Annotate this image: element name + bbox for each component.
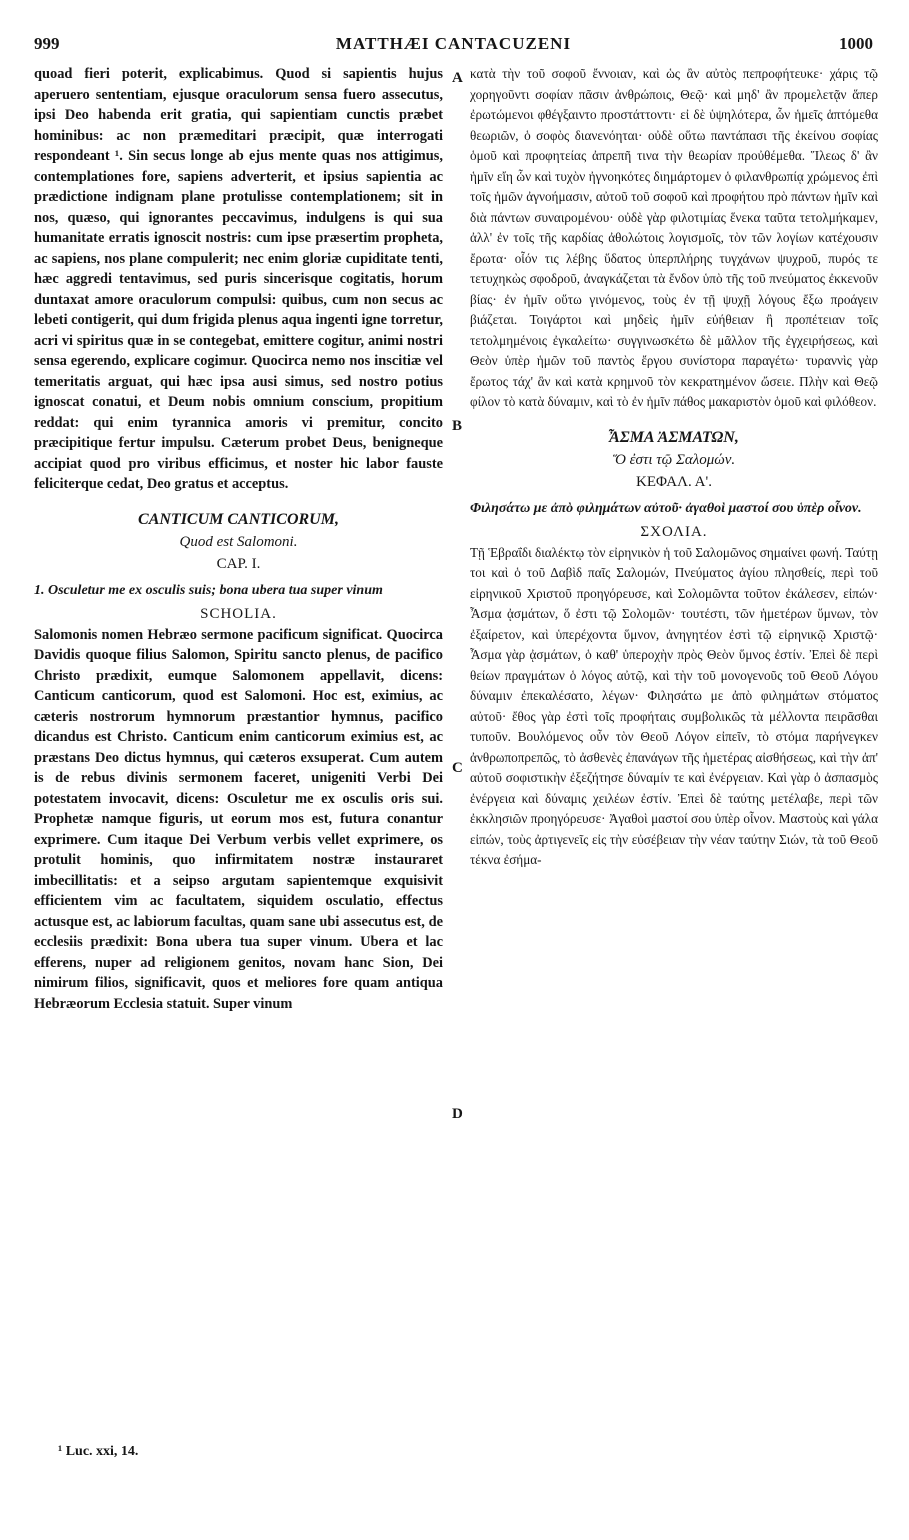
greek-scholia-heading: ΣΧΟΛΙΑ. (640, 523, 708, 540)
page-number-right: 1000 (839, 34, 873, 53)
latin-intro-paragraph: quoad fieri poterit, explicabimus. Quod si sapientis hujus aperuero sententiam, ejusque oraculorum sensa fuero assecutus, ipsi Deo habenda erit gratia, qui sapientiam cunctis præbet hominibus: ac non præmeditari præcipit, quæ interrogati respondeant ¹. Sin secus longe ab ejus mente quas nos attigimus, contemplationes fore, sapiens adverterit, et ipsius sapientia ac prædictione indignam plane protulisse contemplationem; sit in nos, quæso, qui ignorantes peccavimus, indulgens is qui sua humanitate erratis ignoscit nostris: cum ipse præsertim propheta, ac sapiens, nos plane compulerit; nec enim gloriæ cupiditate tenti, hæc aggredi tentavimus, sed puris sincerisque cogitatis, horum duntaxat amore oraculorum compulsi: quibus, cum non secus ac lebeti contigerit, qui dum frigida plenus aqua ingenti igne torretur, acri vi spiritus quæ in se contegebat, emittere cogitur, animi nostri sensa egerendo, explicare cogimur. Quocirca nemo nos inscitiæ vel temeritatis arguat, qui hæc ipsa ausi simus, sed nostro potius ignoscat conatui, et Deum nobis omnium conscium, propitium reddat: qui enim tyrannica amoris vi premitur, concito præcipitique fertur impulsu. Cæterum probet Deus, benigneque accipiat quod pro viribus efficimus, et noster hic labor fauste feliciterque cedat, Deo gratus et acceptus. (34, 66, 443, 492)
margin-marker-b: B (452, 418, 463, 434)
page-number-left: 999 (34, 34, 60, 53)
footnote: ¹ Luc. xxi, 14. (58, 1444, 139, 1459)
page-header (34, 34, 873, 58)
greek-column (470, 64, 878, 871)
margin-marker-d: D (452, 1106, 463, 1122)
latin-scholia-heading: SCHOLIA. (200, 605, 277, 622)
latin-column (34, 64, 443, 1014)
greek-book-subtitle: Ὅ ἐστι τῷ Σαλομών. (612, 451, 736, 468)
latin-verse: 1. Osculetur me ex osculis suis; bona ubera tua super vinum (34, 582, 383, 598)
greek-chapter-heading: ΚΕΦΑΛ. Α'. (636, 473, 712, 490)
greek-verse: Φιλησάτω με ἀπὸ φιλημάτων αὐτοῦ· ἀγαθοὶ μαστοί σου ὑπὲρ οἶνον. (470, 500, 862, 516)
running-title: MATTHÆI CANTACUZENI (335, 34, 572, 53)
latin-book-title: CANTICUM CANTICORUM, (138, 510, 339, 528)
latin-chapter-heading: CAP. I. (216, 555, 261, 572)
greek-book-title: ἎΣΜΑ ἈΣΜΑΤΩΝ, (609, 428, 739, 446)
greek-scholia-paragraph: Τῇ Ἑβραΐδι διαλέκτῳ τὸν εἰρηνικὸν ἡ τοῦ Σαλομῶνος σημαίνει φωνή. Ταύτῃ τοι καὶ ὁ τοῦ Δαβὶδ παῖς Σαλομών, Πνεύματος ἁγίου πλησθείς, περὶ τοῦ εἰρηνικοῦ Χριστοῦ προηγόρευσε, καὶ Σολομῶντα τοῦτον ἐκάλεσεν, εἰπών· Ἆσμα ᾀσμάτων, ὅ ἐστι τῷ Σολομῶν· τουτέστι, τῶν ἡμετέρων ὕμνων, τὸν ἐξαίρετον, καὶ ὑπερέχοντα ὕμνον, ἀνηγητέον ἐστὶ τῷ εἰρηνικῷ Χριστῷ· Ἆσμα γὰρ ᾀσμάτων, ὁ καθ' ὑπεροχὴν πρὸς Θεὸν ὕμνος ἐστίν. Ἐπεὶ δὲ περὶ θείων πραγμάτων ὁ λόγος αὐτῷ, καὶ τὴν τοῦ μονογενοῦς τοῦ Θεοῦ Λόγου δύναμιν ἐπεκαλέσατο, λέγων· Φιλησάτω με ἀπὸ φιλημάτων στόματος αὐτοῦ· ἔθος γὰρ ἐστὶ τοῖς προφήταις συμβολικῶς τὰ μέλλοντα πειρᾶσθαι τυποῦν. Βουλόμενος οὖν τὸν Θεοῦ Λόγον εἰπεῖν, τὸ στόμα παρήνεγκεν ἀνθρωποπρεπῶς, τὸ ἀσθενὲς ἐπανάγων τῆς ἡμετέρας αἰσθήσεως, καὶ τὴν ἀπ' αὐτοῦ σοφιστικὴν ἐξεζήτησε δύναμίν τε καὶ ἐνέργειαν. Καὶ γὰρ ὁ ἀσπασμὸς ἐνέργεια καὶ δύναμις χειλέων ἐστίν. Ἐπεὶ δὲ ταύτης μετέλαβε, περὶ τῶν ἐκκλησιῶν προηγόρευσε· Ἀγαθοὶ μαστοί σου ὑπὲρ οἶνον. Μαστοὺς καὶ γάλα εἰπών, τοὺς ἀρτιγενεῖς εἰς τὴν εὐσέβειαν τὴν νέαν ταύτην Σιών, τὰ τοῦ Θεοῦ τέκνα ἐσήμα- (470, 544, 878, 867)
latin-scholia-paragraph: Salomonis nomen Hebræo sermone pacificum significat. Quocirca Davidis quoque filius Salomon, Spiritu sancto plenus, de pacifico Christo prædixit, eumque Salomonem appellavit, dicens: Canticum canticorum, quod est Salomoni. Hoc est, eximius, ac cæteris nostrorum hymnorum præstantior hymnus, pacifico dicandus est Christo. Canticum enim canticorum eximius est, ac præstans Deo dictus hymnus, qui cæteros exsuperat. Cum autem is de rebus divinis sermonem faceret, unigeniti Verbi Dei potestatem invocavit, dicens: Osculetur me ex osculis oris sui. Prophetæ namque figuris, ut eorum mos est, futura conantur exprimere. Cum itaque Dei Verbum verbis vellet exprimere, os protulit hominis, quo infirmitatem nostræ instauraret imbecillitatis: et a seipso argutam sapientemque exquisivit efficientem vim ac facultatem, siquidem osculatio, effectus actusque est, ac labiorum facultas, quam sane ubi assecutus est, de ecclesiis prædixit: Bona ubera tua super vinum. Ubera et lac efferens, nuper ad religionem genitos, novam hanc Sion, Dei nimirum filios, significavit, quos et meliores fore quam antiqua Hebræorum Ecclesia statuit. Super vinum (34, 626, 443, 1012)
margin-marker-a: A (452, 70, 463, 86)
latin-book-subtitle: Quod est Salomoni. (179, 533, 298, 550)
greek-intro-paragraph: κατὰ τὴν τοῦ σοφοῦ ἔννοιαν, καὶ ὡς ἂν αὐτὸς πεπροφήτευκε· χάρις τῷ χορηγοῦντι σοφίαν πᾶσιν ἀνθρώποις, Θεῷ· καὶ μηδ' ἂν προμελετᾷν ἅπερ ἐρωτώμενοι φθέγξαιντο προστάττοντι· εἰ δὲ ὑψηλότερα, ὧν ἡμεῖς ἁπτόμεθα θεωριῶν, ὁ σοφὸς διανενόηται· οὐδὲ οὕτω παντάπασι τῆς ἐκείνου σοφίας ὁμοῦ καὶ προφητείας ἀπρεπῆ τινα τὴν θεωρίαν προὐθέμεθα. Ἵλεως δ' ἂν ἡμῖν εἴη ὧν καὶ τυχὸν ἠγνοηκότες διημάρτομεν ὁ φιλανθρωπίᾳ χρώμενος ἐπὶ τοῖς ἡμῶν ἀγνοήμασιν, αὐτοῦ τοῦ σοφοῦ καὶ προφήτου πρὸ πάντων ἡμῖν καὶ διὰ πάντων συναιρομένου· οὐδὲ γὰρ φιλοτιμίας ἕνεκα ταῦτα τετολμήκαμεν, ἀλλ' ἐν τοῖς τῆς καρδίας ἀθολώτοις λογισμοῖς, τὸν τῶν λογίων κατέχουσιν ἔρωτα· οἷόν τις λέβης ὕδατος ὑπερπλήρης τυγχάνων ψυχροῦ, πυρός τε τετυχηκὼς σφοδροῦ, ἀναγκάζεται τὰ ἔνδον ὑπὸ τῆς τοῦ πνεύματος ἐκκενοῦν βίας· ἐν ἡμῖν οὕτω γινόμενος, τοὺς ἐν τῇ ψυχῇ λόγους ἔξω προάγειν βιάζεται. Τοιγάρτοι καὶ μηδεὶς ἡμῖν εὐήθειαν ἢ προπέτειαν τοῖς τετολμημένοις ἐγκαλείτω· συγγινωσκέτω δὲ μᾶλλον τῆς ἐγχειρήσεως, καὶ Θεὸν ὑπὲρ ἡμῶν τοῦ παντὸς ἔργου συνίστορα παραγέτω· τυραννὶς γὰρ ἔρωτος τάχ' ἂν καὶ κατὰ κρημνοῦ τὸν κεκρατημένον ὤσειε. Πλὴν καὶ Θεῷ φίλον τὸ κατὰ δύναμιν, καὶ τὸ ἐν ἡμῖν πάθος μακαριστὸν ὁμοῦ καὶ φιλόθεον. (470, 66, 878, 409)
margin-marker-c: C (452, 760, 463, 776)
